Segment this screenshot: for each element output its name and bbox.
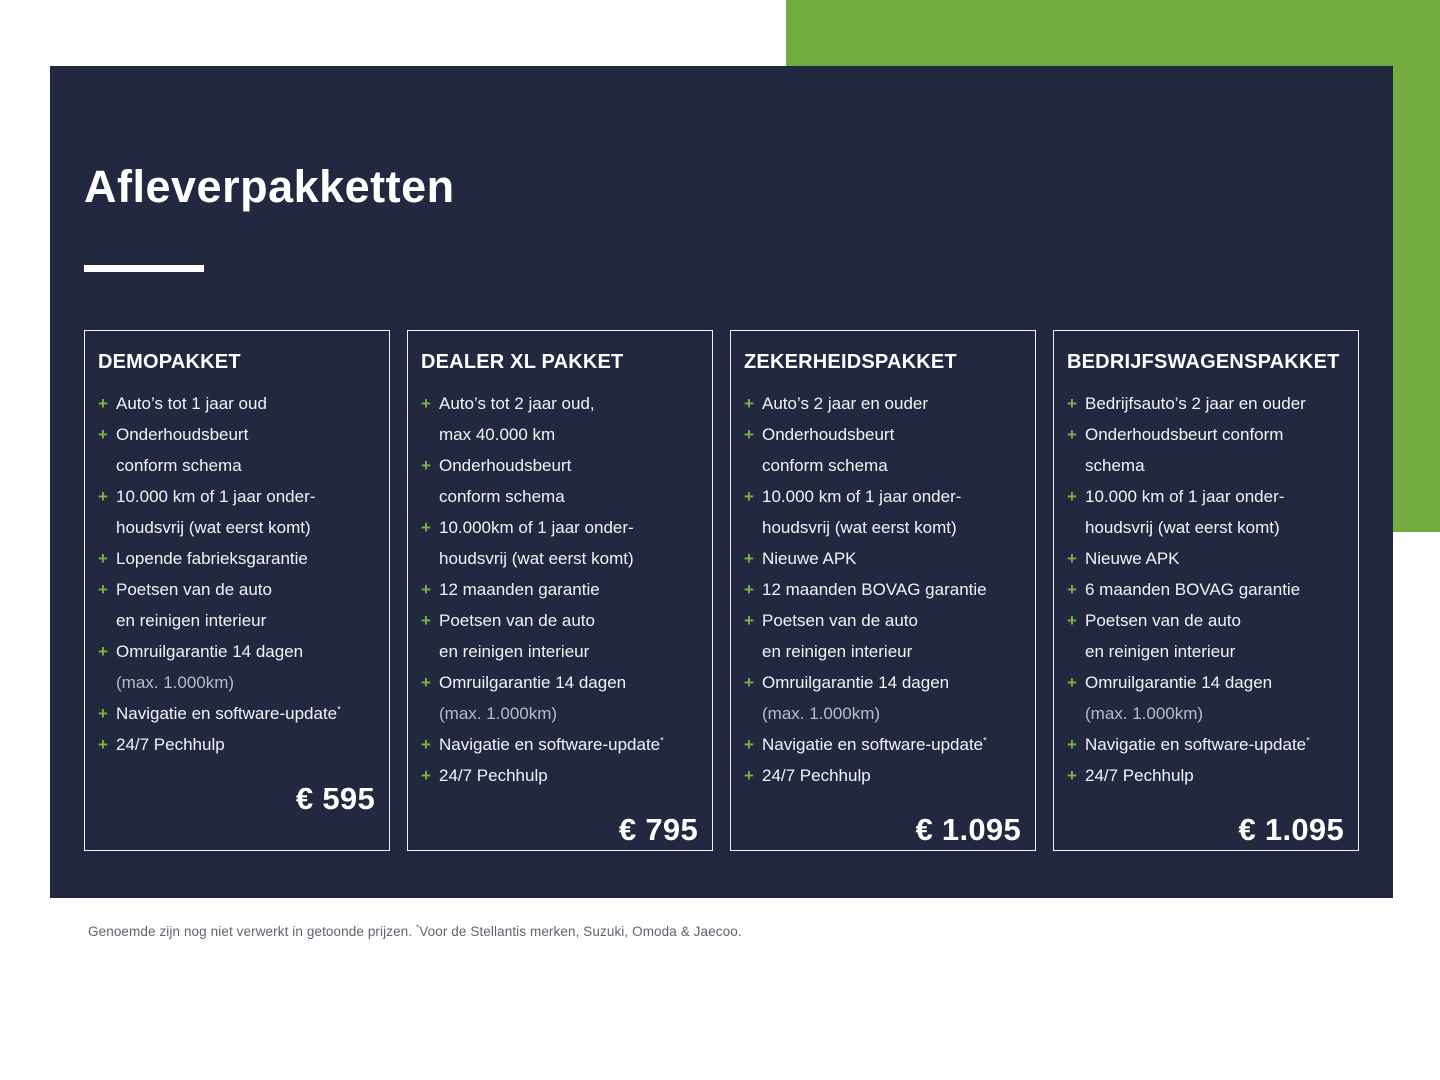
feature-line xyxy=(421,729,699,760)
plus-icon: + xyxy=(1067,487,1077,506)
feature-text: houdsvrij (wat eerst komt) xyxy=(116,518,311,537)
plus-icon: + xyxy=(1067,549,1077,568)
feature-text: houdsvrij (wat eerst komt) xyxy=(762,518,957,537)
package-price: € 595 xyxy=(295,781,375,816)
feature-line xyxy=(98,419,376,450)
indent-spacer xyxy=(1067,636,1085,667)
feature-text: en reinigen interieur xyxy=(116,611,267,630)
feature-line xyxy=(98,574,376,605)
feature-text: Nieuwe APK xyxy=(762,549,857,568)
feature-text: (max. 1.000km) xyxy=(762,704,881,723)
feature-line xyxy=(98,729,376,760)
feature-line xyxy=(98,667,376,698)
feature-line xyxy=(1067,605,1345,636)
feature-line xyxy=(421,419,699,450)
feature-text: Poetsen van de auto xyxy=(439,611,595,630)
feature-text: conform schema xyxy=(116,456,242,475)
feature-text: houdsvrij (wat eerst komt) xyxy=(1085,518,1280,537)
feature-text: Omruilgarantie 14 dagen xyxy=(116,642,304,661)
feature-line xyxy=(98,388,376,419)
feature-line xyxy=(98,512,376,543)
footnote-asterisk: * xyxy=(416,923,420,933)
feature-line xyxy=(744,729,1022,760)
main-panel xyxy=(50,66,1393,898)
plus-icon: + xyxy=(421,456,431,475)
indent-spacer xyxy=(421,636,439,667)
feature-line xyxy=(98,481,376,512)
feature-text: 24/7 Pechhulp xyxy=(439,766,548,785)
indent-spacer xyxy=(421,481,439,512)
plus-icon: + xyxy=(98,704,108,723)
feature-text: 10.000 km of 1 jaar onder- xyxy=(762,487,962,506)
asterisk-superscript: * xyxy=(337,704,341,715)
package-feature-list xyxy=(421,388,699,791)
feature-line xyxy=(744,419,1022,450)
asterisk-superscript: * xyxy=(983,735,987,746)
feature-line xyxy=(421,450,699,481)
plus-icon: + xyxy=(1067,580,1077,599)
package-feature-list xyxy=(1067,388,1345,791)
indent-spacer xyxy=(1067,698,1085,729)
footnote-text: Genoemde zijn nog niet verwerkt in getoonde prijzen. xyxy=(88,924,416,939)
indent-spacer xyxy=(421,543,439,574)
package-title: DEALER XL PAKKET xyxy=(421,351,624,373)
asterisk-superscript: * xyxy=(1306,735,1310,746)
feature-line xyxy=(744,760,1022,791)
feature-line xyxy=(744,388,1022,419)
plus-icon: + xyxy=(744,487,754,506)
feature-text: 12 maanden BOVAG garantie xyxy=(762,580,987,599)
feature-text: 24/7 Pechhulp xyxy=(116,735,225,754)
feature-text: Navigatie en software-update* xyxy=(762,735,987,754)
indent-spacer xyxy=(744,450,762,481)
plus-icon: + xyxy=(1067,611,1077,630)
feature-text: 24/7 Pechhulp xyxy=(762,766,871,785)
plus-icon: + xyxy=(744,549,754,568)
feature-text: houdsvrij (wat eerst komt) xyxy=(439,549,634,568)
feature-text: Omruilgarantie 14 dagen xyxy=(1085,673,1273,692)
feature-line xyxy=(98,636,376,667)
feature-line xyxy=(744,481,1022,512)
feature-line xyxy=(744,667,1022,698)
package-card xyxy=(730,330,1036,851)
plus-icon: + xyxy=(1067,425,1077,444)
feature-text: en reinigen interieur xyxy=(439,642,590,661)
plus-icon: + xyxy=(744,766,754,785)
plus-icon: + xyxy=(744,425,754,444)
plus-icon: + xyxy=(744,673,754,692)
plus-icon: + xyxy=(1067,766,1077,785)
feature-text: (max. 1.000km) xyxy=(1085,704,1204,723)
feature-text: (max. 1.000km) xyxy=(116,673,235,692)
feature-line xyxy=(744,636,1022,667)
title-underline xyxy=(84,265,204,272)
feature-text: Onderhoudsbeurt conform xyxy=(1085,425,1284,444)
package-price: € 795 xyxy=(618,812,698,847)
plus-icon: + xyxy=(744,394,754,413)
feature-line xyxy=(421,667,699,698)
feature-text: Omruilgarantie 14 dagen xyxy=(762,673,950,692)
indent-spacer xyxy=(1067,450,1085,481)
plus-icon: + xyxy=(421,394,431,413)
feature-text: Nieuwe APK xyxy=(1085,549,1180,568)
feature-line xyxy=(421,512,699,543)
plus-icon: + xyxy=(421,673,431,692)
package-card xyxy=(1053,330,1359,851)
feature-text: Auto’s tot 1 jaar oud xyxy=(116,394,267,413)
feature-line xyxy=(1067,574,1345,605)
plus-icon: + xyxy=(1067,673,1077,692)
feature-text: conform schema xyxy=(439,487,565,506)
feature-text: Navigatie en software-update* xyxy=(1085,735,1310,754)
indent-spacer xyxy=(98,450,116,481)
feature-text: max 40.000 km xyxy=(439,425,556,444)
feature-line xyxy=(1067,512,1345,543)
feature-text: Auto’s 2 jaar en ouder xyxy=(762,394,929,413)
package-feature-list xyxy=(98,388,376,760)
feature-text: 10.000km of 1 jaar onder- xyxy=(439,518,634,537)
feature-text: 10.000 km of 1 jaar onder- xyxy=(116,487,316,506)
package-title: DEMOPAKKET xyxy=(98,351,241,373)
feature-line xyxy=(744,512,1022,543)
feature-text: Onderhoudsbeurt xyxy=(116,425,249,444)
plus-icon: + xyxy=(421,611,431,630)
package-price: € 1.095 xyxy=(915,812,1021,847)
plus-icon: + xyxy=(421,735,431,754)
feature-text: conform schema xyxy=(762,456,888,475)
page-title: Afleverpakketten xyxy=(84,161,455,212)
plus-icon: + xyxy=(1067,735,1077,754)
feature-line xyxy=(1067,450,1345,481)
indent-spacer xyxy=(98,512,116,543)
feature-line xyxy=(1067,543,1345,574)
plus-icon: + xyxy=(421,766,431,785)
plus-icon: + xyxy=(421,580,431,599)
feature-line xyxy=(744,450,1022,481)
feature-line xyxy=(744,574,1022,605)
plus-icon: + xyxy=(98,580,108,599)
feature-line xyxy=(1067,698,1345,729)
feature-line xyxy=(98,543,376,574)
feature-line xyxy=(1067,760,1345,791)
feature-line xyxy=(744,543,1022,574)
plus-icon: + xyxy=(98,425,108,444)
feature-text: en reinigen interieur xyxy=(762,642,913,661)
indent-spacer xyxy=(744,636,762,667)
plus-icon: + xyxy=(1067,394,1077,413)
feature-line xyxy=(1067,729,1345,760)
feature-line xyxy=(98,450,376,481)
asterisk-superscript: * xyxy=(660,735,664,746)
indent-spacer xyxy=(98,605,116,636)
feature-line xyxy=(421,760,699,791)
indent-spacer xyxy=(421,698,439,729)
feature-text: Poetsen van de auto xyxy=(762,611,918,630)
package-feature-list xyxy=(744,388,1022,791)
feature-text: Poetsen van de auto xyxy=(116,580,272,599)
package-price: € 1.095 xyxy=(1238,812,1344,847)
feature-line xyxy=(421,574,699,605)
feature-text: Navigatie en software-update* xyxy=(439,735,664,754)
feature-text: 10.000 km of 1 jaar onder- xyxy=(1085,487,1285,506)
feature-text: Lopende fabrieksgarantie xyxy=(116,549,308,568)
feature-line xyxy=(421,388,699,419)
feature-text: Bedrijfsauto’s 2 jaar en ouder xyxy=(1085,394,1306,413)
feature-text: Onderhoudsbeurt xyxy=(439,456,572,475)
package-title: ZEKERHEIDSPAKKET xyxy=(744,351,957,373)
feature-text: Auto’s tot 2 jaar oud, xyxy=(439,394,595,413)
plus-icon: + xyxy=(421,518,431,537)
feature-line xyxy=(1067,388,1345,419)
indent-spacer xyxy=(744,512,762,543)
feature-line xyxy=(1067,636,1345,667)
package-cards xyxy=(84,330,1359,851)
feature-line xyxy=(744,698,1022,729)
feature-line xyxy=(421,543,699,574)
feature-line xyxy=(421,636,699,667)
feature-line xyxy=(421,481,699,512)
feature-line xyxy=(98,698,376,729)
plus-icon: + xyxy=(744,611,754,630)
feature-line xyxy=(744,605,1022,636)
plus-icon: + xyxy=(98,642,108,661)
feature-text: 6 maanden BOVAG garantie xyxy=(1085,580,1301,599)
feature-text: Omruilgarantie 14 dagen xyxy=(439,673,627,692)
feature-line xyxy=(421,605,699,636)
feature-line xyxy=(421,698,699,729)
footnote xyxy=(88,924,742,939)
plus-icon: + xyxy=(98,549,108,568)
plus-icon: + xyxy=(98,487,108,506)
indent-spacer xyxy=(421,419,439,450)
feature-text: 12 maanden garantie xyxy=(439,580,600,599)
feature-line xyxy=(98,605,376,636)
plus-icon: + xyxy=(98,394,108,413)
plus-icon: + xyxy=(744,735,754,754)
footnote-text-continued: Voor de Stellantis merken, Suzuki, Omoda & Jaecoo. xyxy=(419,924,742,939)
indent-spacer xyxy=(744,698,762,729)
feature-text: schema xyxy=(1085,456,1145,475)
feature-text: en reinigen interieur xyxy=(1085,642,1236,661)
package-title: BEDRIJFSWAGENSPAKKET xyxy=(1067,351,1340,373)
feature-text: Onderhoudsbeurt xyxy=(762,425,895,444)
package-card xyxy=(407,330,713,851)
package-card xyxy=(84,330,390,851)
feature-text: Navigatie en software-update* xyxy=(116,704,341,723)
feature-text: (max. 1.000km) xyxy=(439,704,558,723)
indent-spacer xyxy=(1067,512,1085,543)
indent-spacer xyxy=(98,667,116,698)
feature-line xyxy=(1067,419,1345,450)
plus-icon: + xyxy=(744,580,754,599)
feature-line xyxy=(1067,481,1345,512)
feature-text: 24/7 Pechhulp xyxy=(1085,766,1194,785)
feature-line xyxy=(1067,667,1345,698)
plus-icon: + xyxy=(98,735,108,754)
feature-text: Poetsen van de auto xyxy=(1085,611,1241,630)
